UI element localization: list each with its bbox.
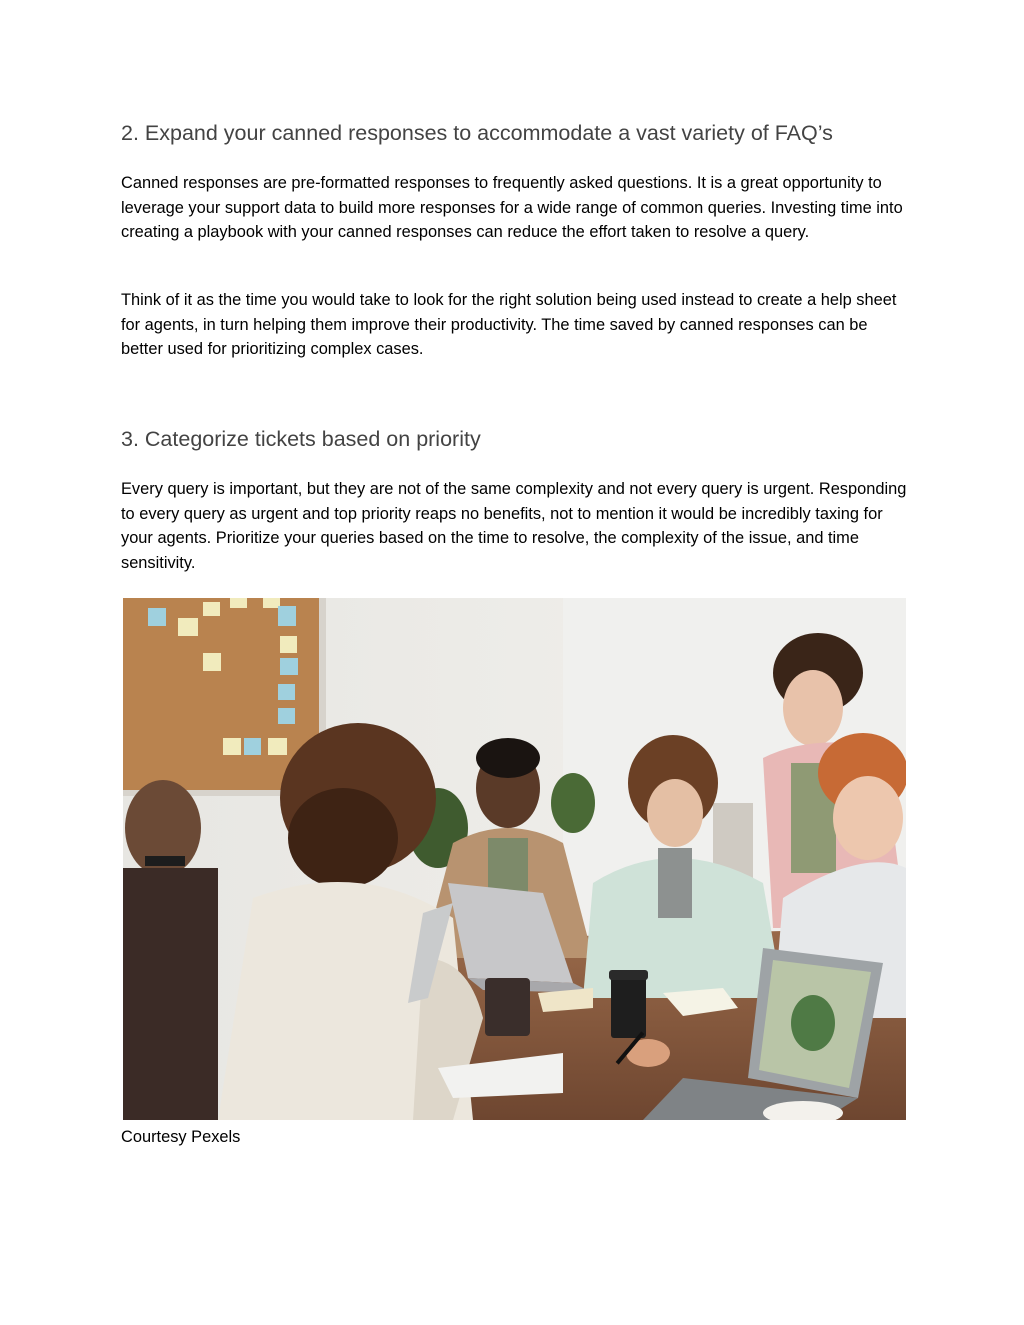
team-meeting-illustration xyxy=(123,598,906,1120)
section-3-heading: 3. Categorize tickets based on priority xyxy=(121,427,481,451)
section-2-paragraph-1: Canned responses are pre-formatted responses to frequently asked questions. It is a great opportunity to leverage your support data to build more responses for a wide range of common queries. Investing time into creating a playbook with your canned responses can reduce the effort taken to resolve a query. xyxy=(121,174,903,241)
image-caption: Courtesy Pexels xyxy=(121,1128,241,1146)
section-2-heading: 2. Expand your canned responses to accommodate a vast variety of FAQ’s xyxy=(121,121,833,145)
section-3-paragraph-1: Every query is important, but they are not of the same complexity and not every query is urgent. Responding to every query as urgent and top priority reaps no benefits, not to mention it would be incredibly taxing for your agents. Prioritize your queries based on the time to resolve, the complexity of the issue, and time sensitivity. xyxy=(121,480,907,572)
team-meeting-photo xyxy=(123,598,906,1120)
section-2-paragraph-2: Think of it as the time you would take to look for the right solution being used instead to create a help sheet for agents, in turn helping them improve their productivity. The time saved by canned responses can be better used for prioritizing complex cases. xyxy=(121,291,897,358)
